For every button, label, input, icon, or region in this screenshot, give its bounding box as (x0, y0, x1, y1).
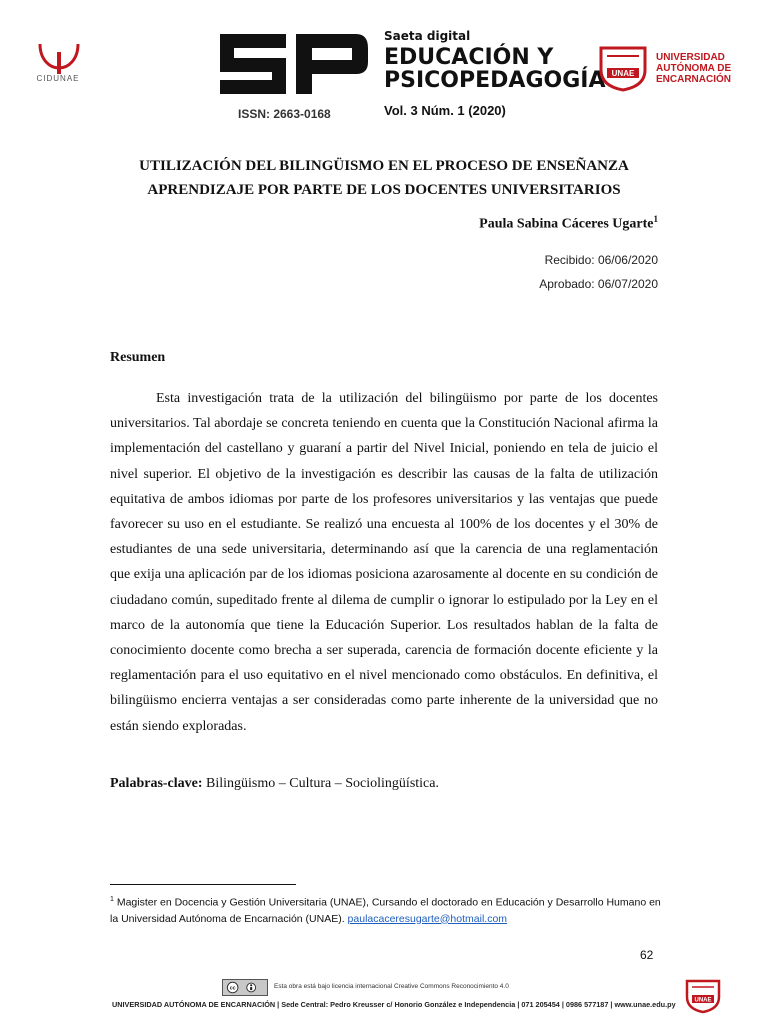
unae-badge-text: UNAE (611, 69, 635, 78)
author-email-link[interactable]: paulacaceresugarte@hotmail.com (347, 912, 508, 925)
university-name (656, 52, 731, 85)
university-name-line2: AUTÓNOMA DE (656, 63, 732, 74)
keywords-list: Bilingüismo – Cultura – Sociolingüística. (206, 776, 439, 791)
received-date: Recibido: 06/06/2020 (544, 253, 658, 267)
article-title-line1: UTILIZACIÓN DEL BILINGÜISMO EN EL PROCESO DE ENSEÑANZA (139, 158, 629, 174)
footnote-divider (110, 884, 296, 885)
footnote-mark: 1 (110, 896, 114, 903)
article-title-line2: APRENDIZAJE POR PARTE DE LOS DOCENTES UNIVERSITARIOS (147, 182, 621, 198)
volume-number: Vol. 3 Núm. 1 (2020) (384, 103, 506, 118)
abstract-body: Esta investigación trata de la utilización del bilingüismo por parte de los docentes universitarios. Tal abordaje se concreta teniendo en cuenta que la Constitución Nacional afirma la implementación del castellano y guaraní a partir del Nivel Inicial, poniendo en tela de juicio el nivel superior. El objetivo de la investigación es describir las causas de la falta de utilización equitativa de ambos idiomas por parte de los profesores universitarios y las ventajas que puede favorecer su uso en el estudiante. Se realizó una encuesta al 100% de los docentes y el 30% de estudiantes de una sede universitaria, determinando así que la carencia de una reglamentación que exija una aplicación par de los idiomas posiciona azarosamente al docente en su condición de ciudadano común, supeditado frente al dilema de cumplir o ignorar lo estipulado por la Ley en el marco de la autonomía que tiene la Educación Superior. Los resultados hablan de la falta de conocimiento docente como brecha a ser superada, carencia de formación docente eficiente y la reglamentación para el uso equitativo en el nivel mencionado como obstáculos. En definitiva, el bilingüismo encierra ventajas a ser consideradas como parte inherente de la universidad que no están siendo exploradas. (110, 391, 658, 734)
keywords-label: Palabras-clave: (110, 776, 203, 791)
university-name-line3: ENCARNACIÓN (656, 74, 731, 85)
author-text: Paula Sabina Cáceres Ugarte (479, 216, 654, 232)
author-name (479, 214, 658, 233)
approved-date: Aprobado: 06/07/2020 (539, 277, 658, 291)
unae-footer-badge-text: UNAE (694, 997, 712, 1004)
page-number: 62 (640, 948, 654, 962)
creative-commons-badge-icon[interactable] (222, 979, 268, 996)
license-text: Esta obra está bajo licencia internacional Creative Commons Reconocimiento 4.0 (274, 983, 509, 990)
author-footnote-mark[interactable]: 1 (653, 214, 658, 224)
article-title (80, 154, 688, 202)
journal-title-line1: EDUCACIÓN Y (384, 45, 554, 70)
abstract-heading: Resumen (110, 350, 166, 365)
journal-subtitle: Saeta digital (384, 29, 471, 43)
university-name-line1: UNIVERSIDAD (656, 52, 725, 63)
unae-logo-icon (597, 44, 649, 92)
footer-address: UNIVERSIDAD AUTÓNOMA DE ENCARNACIÓN | Sede Central: Pedro Kreusser c/ Honorio González e Independencia | 071 205454 | 0986 577187 | www.unae.edu.py (112, 1000, 676, 1009)
footnote (110, 892, 670, 927)
footnote-text: Magister en Docencia y Gestión Universitaria (UNAE), Cursando el doctorado en Educación y Desarrollo Humano en la Universidad Autónoma de Encarnación (UNAE). (110, 896, 661, 925)
issn: ISSN: 2663-0168 (238, 107, 331, 121)
cc-badge-text: cc (229, 985, 236, 992)
cidunae-label: CIDUNAE (36, 74, 80, 83)
journal-title-line2: PSICOPEDAGOGÍA (384, 68, 606, 93)
unae-footer-logo-icon (684, 978, 722, 1014)
keywords (110, 776, 439, 792)
journal-sp-logo-icon (216, 28, 370, 100)
